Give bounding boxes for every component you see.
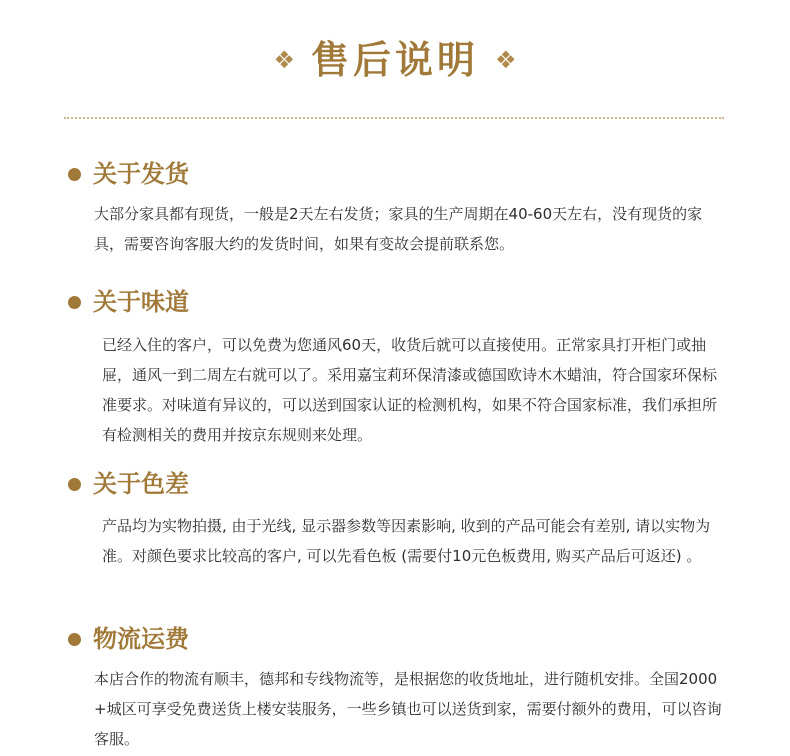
section-title: 关于色差: [93, 470, 189, 498]
section-logistics-fee: [68, 624, 728, 754]
dotted-divider: [64, 117, 724, 119]
section-title: 关于味道: [93, 288, 189, 316]
section-heading: [68, 159, 728, 189]
section-body: 大部分家具都有现货，一般是2天左右发货；家具的生产周期在40-60天左右，没有现货的家具，需要咨询客服大约的发货时间，如果有变故会提前联系您。: [94, 205, 703, 253]
section-heading: [68, 287, 728, 317]
page-title: 售后说明: [310, 38, 479, 82]
page-header: [0, 30, 790, 90]
diamond-ornament-icon: ❖: [495, 46, 517, 74]
bullet-dot-icon: [68, 633, 81, 646]
section-body: 本店合作的物流有顺丰，德邦和专线物流等，是根据您的收货地址，进行随机安排。全国2000+城区可享受免费送货上楼安装服务，一些乡镇也可以送货到家，需要付额外的费用，可以咨询客服。: [94, 670, 722, 748]
section-body: 已经入住的客户，可以免费为您通风60天，收货后就可以直接使用。正常家具打开柜门或抽屉，通风一到二周左右就可以了。采用嘉宝莉环保清漆或德国欧诗木木蜡油，符合国家环保标准要求。对味道有异议的，可以送到国家认证的检测机构，如果不符合国家标准，我们承担所有检测相关的费用并按京东规则来处理。: [102, 336, 718, 444]
section-heading: [68, 624, 728, 654]
bullet-dot-icon: [68, 296, 81, 309]
diamond-ornament-icon: ❖: [273, 46, 295, 74]
section-title: 关于发货: [93, 160, 189, 188]
bullet-dot-icon: [68, 478, 81, 491]
section-body: 产品均为实物拍摄, 由于光线, 显示器参数等因素影响, 收到的产品可能会有差别, 请以实物为准。对颜色要求比较高的客户, 可以先看色板 (需要付10元色板费用, 购买产品后可返还) 。: [102, 517, 711, 565]
section-odor: [68, 287, 728, 450]
section-title: 物流运费: [93, 625, 189, 653]
section-heading: [68, 469, 728, 499]
section-color-difference: [68, 469, 728, 571]
bullet-dot-icon: [68, 168, 81, 181]
section-shipping: [68, 159, 728, 259]
